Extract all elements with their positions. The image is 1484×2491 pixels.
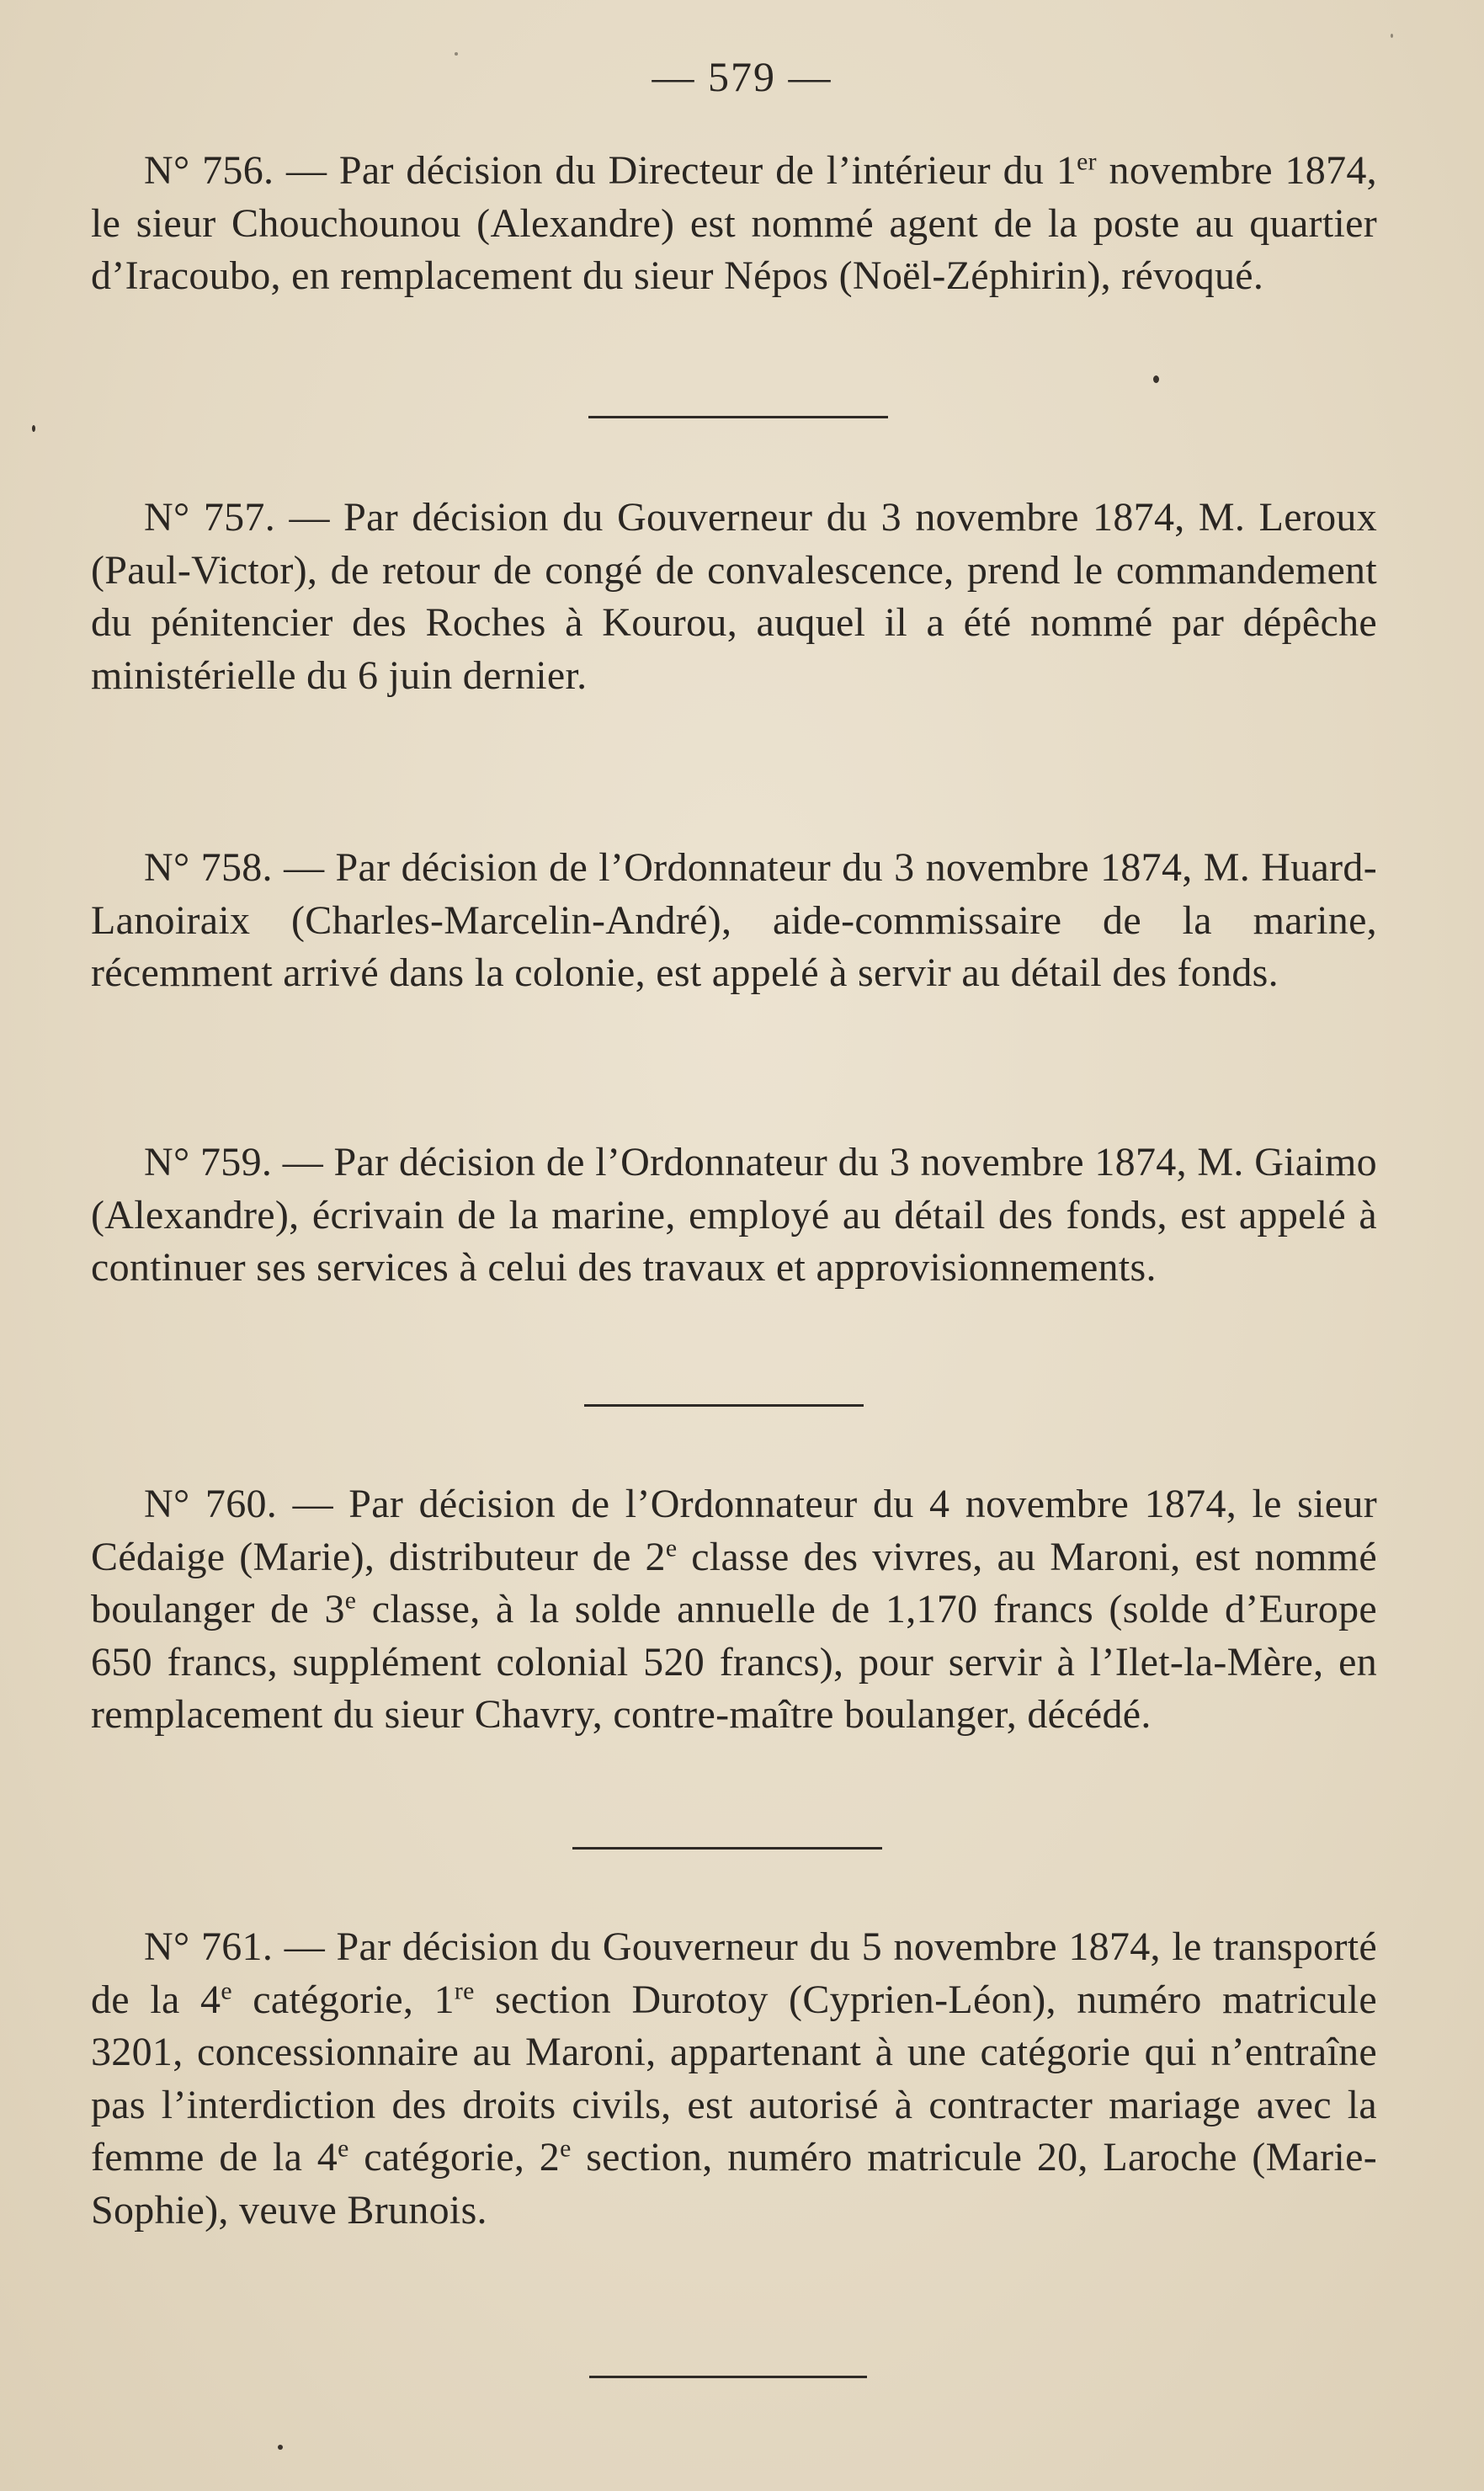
page-number: — 579 —	[652, 53, 832, 100]
entry-756	[91, 145, 1377, 303]
entry-paragraph: N° 759. — Par décision de l’Ordonnateur du 3 novembre 1874, M. Giaimo (Alexandre), écrivain de la marine, employé au détail des fonds, est appelé à continuer ses services à celui des travaux et approvisionnements.	[91, 1140, 1377, 1290]
ink-speck	[1153, 375, 1159, 383]
ink-speck	[1391, 34, 1393, 38]
entry-758	[91, 842, 1377, 1000]
entry-paragraph: N° 758. — Par décision de l’Ordonnateur du 3 novembre 1874, M. Huard-Lanoiraix (Charles-Marcelin-André), aide-commissaire de la marine, récemment arrivé dans la colonie, est appelé à servir au détail des fonds.	[91, 845, 1377, 995]
entry-759	[91, 1136, 1377, 1295]
entry-757	[91, 492, 1377, 702]
separator-rule	[584, 1404, 864, 1407]
entry-761	[91, 1921, 1377, 2237]
entry-paragraph: N° 761. — Par décision du Gouverneur du 5 novembre 1874, le transporté de la 4e catégorie, 1re section Durotoy (Cyprien-Léon), numéro matricule 3201, concessionnaire au Maroni, appartenant à une catégorie qui n’entraîne pas l’interdiction des droits civils, est autorisé à contracter mariage avec la femme de la 4e catégorie, 2e section, numéro matricule 20, Laroche (Marie-Sophie), veuve Brunois.	[91, 1924, 1378, 2233]
entry-paragraph: N° 757. — Par décision du Gouverneur du 3 novembre 1874, M. Leroux (Paul-Victor), de retour de congé de convalescence, prend le commandement du pénitencier des Roches à Kourou, auquel il a été nommé par dépêche ministérielle du 6 juin dernier.	[91, 495, 1377, 698]
ink-speck	[455, 52, 458, 56]
separator-rule	[588, 416, 888, 418]
entry-number: N° 760.	[144, 1482, 278, 1526]
entry-760	[91, 1478, 1377, 1742]
separator-rule	[589, 2376, 867, 2378]
entry-number: N° 759.	[144, 1140, 273, 1184]
entry-paragraph: N° 760. — Par décision de l’Ordonnateur du 4 novembre 1874, le sieur Cédaige (Marie), distributeur de 2e classe des vivres, au Maroni, est nommé boulanger de 3e classe, à la solde annuelle de 1,170 francs (solde d’Europe 650 francs, supplément colonial 520 francs), pour servir à l’Ilet-la-Mère, en remplacement du sieur Chavry, contre-maître boulanger, décédé.	[91, 1482, 1378, 1737]
entry-number: N° 756.	[144, 148, 274, 193]
entry-number: N° 758.	[144, 845, 273, 890]
ink-speck	[278, 2445, 283, 2450]
entry-number: N° 757.	[144, 495, 276, 540]
entry-number: N° 761.	[144, 1924, 274, 1969]
entry-paragraph: N° 756. — Par décision du Directeur de l’intérieur du 1er novembre 1874, le sieur Chouchounou (Alexandre) est nommé agent de la poste au quartier d’Iracoubo, en remplacement du sieur Népos (Noël-Zéphirin), révoqué.	[91, 147, 1377, 298]
ink-speck	[32, 425, 35, 432]
separator-rule	[572, 1847, 882, 1850]
